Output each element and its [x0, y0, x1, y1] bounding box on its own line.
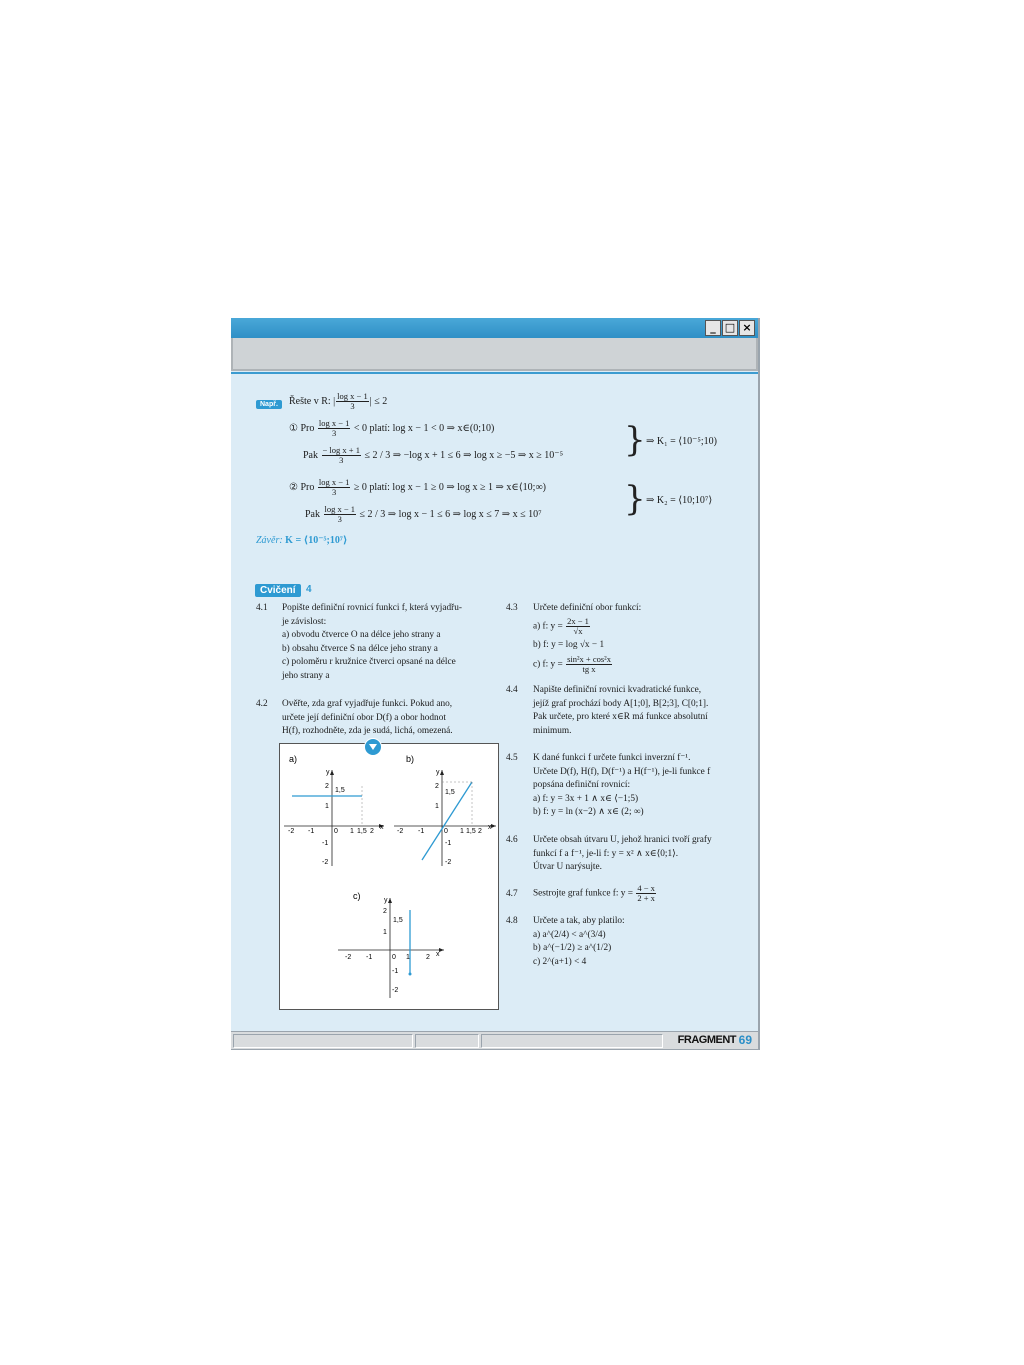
denominator: 3	[332, 487, 337, 497]
status-cell	[415, 1034, 479, 1048]
graphs-svg	[280, 744, 498, 1009]
exercise-number: 4.3	[506, 603, 518, 613]
task-tail: | ≤ 2	[369, 395, 388, 407]
graph-c-point	[409, 973, 412, 976]
line: Útvar U narýsujte.	[533, 862, 602, 872]
line: minimum.	[533, 725, 572, 736]
line: určete její definiční obor D(f) a obor hodnot	[282, 712, 446, 723]
line: Určete definiční obor funkcí:	[533, 603, 642, 613]
tick-label: -2	[322, 859, 329, 866]
tick-label: 2	[426, 954, 430, 961]
denominator: √x	[573, 625, 583, 636]
line: a) a^(2/4) < a^(3/4)	[533, 929, 606, 940]
text: c) f: y =	[533, 659, 566, 670]
fraction	[636, 884, 656, 903]
y-arrow	[388, 898, 392, 903]
exercise-4-5	[533, 752, 710, 820]
graphs-panel	[279, 743, 499, 1010]
fraction	[336, 392, 369, 411]
text: a) f: y =	[533, 621, 566, 632]
status-bar	[231, 1031, 758, 1049]
numerator: − log x + 1	[322, 445, 360, 455]
tick-label: -2	[392, 987, 399, 994]
minimize-button[interactable]: _	[705, 320, 721, 336]
y-axis-label: y	[384, 897, 388, 904]
result-k1: ⇒ K₁ = ⟨10⁻⁵;10)	[646, 436, 718, 447]
exercise-4-4	[533, 684, 708, 738]
tick-label: -1	[366, 954, 373, 961]
exercise-4-8	[533, 915, 625, 969]
exercise-number: 4.6	[506, 835, 518, 845]
tick-label: 0	[444, 828, 448, 835]
case-text: Pak	[305, 508, 323, 520]
tick-label: -2	[288, 828, 295, 835]
case-text: ② Pro	[289, 481, 317, 493]
line: b) f: y = log √x − 1	[533, 639, 605, 650]
maximize-button[interactable]: □	[722, 320, 738, 336]
case-text: ① Pro	[289, 422, 317, 434]
tick-label: 2	[478, 828, 482, 835]
tick-label: -2	[345, 954, 352, 961]
graph-b	[394, 754, 496, 866]
case-text: ≥ 0 platí: log x − 1 ≥ 0 ⇒ log x ≥ 1 ⇒ x∈⟨10;∞)	[351, 481, 546, 493]
graph-b-label: b)	[406, 754, 415, 764]
case-text: < 0 platí: log x − 1 < 0 ⇒ x∈(0;10)	[351, 422, 495, 434]
tick-label: 1	[460, 828, 464, 835]
x-axis-label: x	[436, 951, 440, 958]
line: funkcí f a f⁻¹, je-li f: y = x² ∧ x∈⟨0;1⟩.	[533, 848, 679, 859]
result-k2: ⇒ K₂ = ⟨10;10⁷⟩	[646, 495, 713, 506]
tick-label: 0	[392, 954, 396, 961]
status-cell	[481, 1034, 663, 1048]
denominator: 2 + x	[637, 893, 655, 903]
x-axis-label: x	[488, 824, 492, 831]
status-cell	[233, 1034, 413, 1048]
case-text: ≤ 2 / 3 ⇒ −log x + 1 ≤ 6 ⇒ log x ≥ −5 ⇒ x ≥ 10⁻⁵	[361, 449, 564, 461]
fraction	[318, 419, 351, 438]
line: popsána definiční rovnicí:	[533, 780, 631, 790]
tick-label: 2	[435, 783, 439, 790]
fraction	[566, 617, 590, 636]
line: Určete D(f), H(f), D(f⁻¹) a H(f⁻¹), je-li funkce f	[533, 766, 711, 777]
exercise-number: 4.8	[506, 916, 518, 926]
example-badge: Např.	[256, 400, 282, 409]
fraction	[324, 505, 357, 524]
tick-label: -1	[445, 840, 452, 847]
tick-label: 1	[350, 828, 354, 835]
tick-label: 2	[383, 908, 387, 915]
line: c) poloměru r kružnice čtverci opsané na délce	[282, 657, 456, 667]
denominator: tg x	[582, 664, 596, 674]
y-axis-label: y	[436, 769, 440, 776]
expand-arrow-button[interactable]	[364, 738, 382, 756]
line: a) f: y = 3x + 1 ∧ x∈ ⟨−1;5)	[533, 793, 639, 804]
tick-label: 0	[334, 828, 338, 835]
tick-label: 1	[406, 954, 410, 961]
numerator: log x − 1	[318, 418, 350, 428]
line	[533, 655, 641, 674]
case-2	[289, 478, 546, 497]
case-2-then	[305, 505, 542, 524]
line: b) obsahu čtverce S na délce jeho strany a	[282, 643, 438, 654]
y-axis-label: y	[326, 769, 330, 776]
denominator: 3	[332, 428, 337, 438]
numerator: log x − 1	[337, 391, 368, 401]
exercise-4-3	[533, 602, 641, 674]
case-1	[289, 419, 494, 438]
line: Určete a tak, aby platilo:	[533, 916, 625, 926]
line: b) f: y = ln (x−2) ∧ x∈ (2; ∞)	[533, 807, 644, 817]
tick-label: 2	[325, 783, 329, 790]
tick-label: 1,5	[335, 787, 345, 794]
line: Určete obsah útvaru U, jehož hranici tvoří grafy	[533, 835, 712, 845]
exercise-4-1	[282, 602, 462, 683]
exercises-number: 4	[306, 584, 312, 595]
tick-label: -1	[322, 840, 329, 847]
line: Popište definiční rovnicí funkci f, která vyjadřu-	[282, 603, 462, 613]
exercise-4-7	[533, 884, 657, 903]
graph-a-label: a)	[289, 754, 298, 764]
case-1-then	[303, 446, 563, 465]
tick-label: 1,5	[466, 828, 476, 835]
tick-label: 1,5	[445, 789, 455, 796]
tick-label: 1,5	[393, 917, 403, 924]
task-text: Řešte v R: |	[289, 395, 336, 407]
line: Ověřte, zda graf vyjadřuje funkci. Pokud ano,	[282, 699, 453, 709]
example-task	[289, 392, 387, 411]
fraction	[566, 655, 612, 674]
line: jejíž graf prochází body A[1;0], B[2;3], C[0;1].	[533, 698, 709, 709]
exercise-number: 4.7	[506, 889, 518, 899]
line: b) a^(−1/2) ≥ a^(1/2)	[533, 943, 612, 953]
conclusion	[256, 534, 347, 547]
fraction	[318, 478, 351, 497]
numerator: log x − 1	[318, 477, 350, 487]
line	[533, 617, 641, 636]
text: Sestrojte graf funkce f: y =	[533, 888, 636, 899]
conclusion-label: Závěr:	[256, 535, 283, 546]
page-number: 69	[738, 1033, 752, 1047]
exercise-number: 4.5	[506, 753, 518, 763]
denominator: 3	[339, 455, 344, 465]
exercises-title: Cvičení	[255, 584, 301, 597]
x-arrow	[439, 948, 444, 952]
numerator: sin²x + cos²x	[567, 654, 611, 664]
exercise-number: 4.1	[256, 603, 268, 613]
exercise-4-2	[282, 698, 453, 739]
brand-logo: FRAGMENT	[677, 1034, 736, 1046]
tick-label: 1	[325, 803, 329, 810]
tick-label: 2	[370, 828, 374, 835]
brace: }	[624, 479, 646, 519]
line: jeho strany a	[282, 670, 330, 681]
conclusion-value: K = ⟨10⁻⁵;10⁷⟩	[285, 535, 348, 546]
tick-label: -2	[397, 828, 404, 835]
line: c) 2^(a+1) < 4	[533, 956, 587, 967]
line: je závislost:	[282, 616, 327, 627]
exercise-4-6	[533, 834, 712, 875]
numerator: 4 − x	[637, 883, 655, 893]
line: Napište definiční rovnici kvadratické funkce,	[533, 685, 702, 695]
tick-label: 1,5	[357, 828, 367, 835]
line: a) obvodu čtverce O na délce jeho strany a	[282, 630, 441, 640]
numerator: log x − 1	[324, 504, 356, 514]
exercise-number: 4.4	[506, 685, 518, 695]
line: H(f), rozhodněte, zda je sudá, lichá, omezená.	[282, 726, 453, 736]
toolbar	[231, 338, 758, 371]
y-arrow	[330, 770, 334, 775]
y-arrow	[440, 770, 444, 775]
graph-a	[284, 754, 384, 866]
toolbar-divider	[231, 372, 758, 374]
exercise-number: 4.2	[256, 699, 268, 709]
x-arrow	[491, 824, 496, 828]
graph-c-label: c)	[353, 891, 361, 901]
x-axis-label: x	[380, 824, 384, 831]
graph-c	[338, 891, 444, 998]
denominator: 3	[337, 514, 342, 524]
case-text: Pak	[303, 449, 321, 461]
tick-label: 1	[383, 929, 387, 936]
fraction	[322, 446, 361, 465]
tick-label: -1	[392, 968, 399, 975]
brace: }	[624, 420, 646, 460]
title-bar	[231, 318, 758, 338]
numerator: 2x − 1	[567, 615, 589, 626]
line: Pak určete, pro které x∈R má funkce absolutní	[533, 712, 708, 722]
close-button[interactable]: ×	[739, 320, 755, 336]
window-controls	[705, 320, 755, 336]
tick-label: -1	[418, 828, 425, 835]
tick-label: -1	[308, 828, 315, 835]
denominator: 3	[350, 401, 355, 411]
line: K dané funkci f určete funkci inverzní f⁻¹.	[533, 753, 691, 763]
case-text: ≤ 2 / 3 ⇒ log x − 1 ≤ 6 ⇒ log x ≤ 7 ⇒ x ≤ 10⁷	[357, 508, 542, 520]
tick-label: 1	[435, 803, 439, 810]
tick-label: -2	[445, 859, 452, 866]
